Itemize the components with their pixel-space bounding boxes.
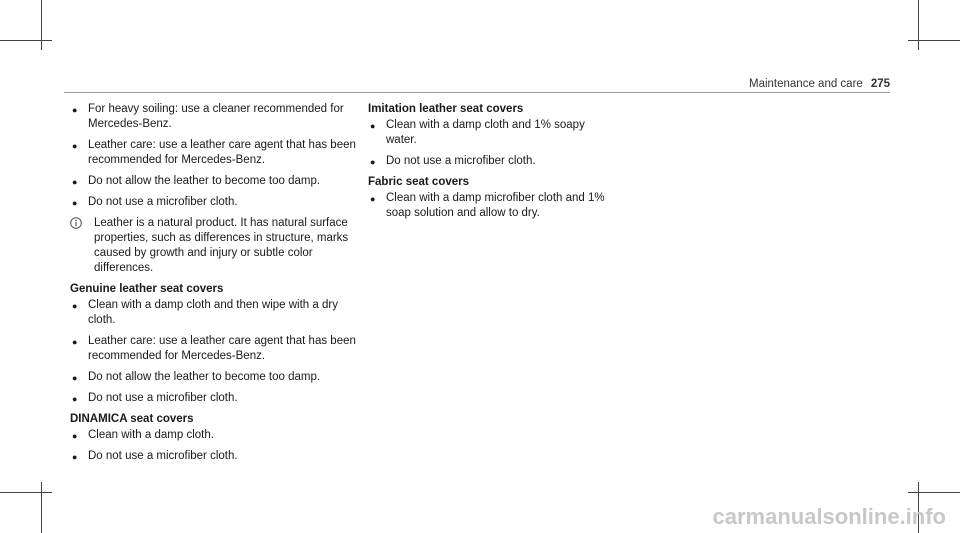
crop-mark	[0, 40, 52, 41]
heading-dinamica: DINAMICA seat covers	[70, 413, 194, 425]
list-item: ● Do not use a microfiber cloth.	[370, 155, 536, 167]
list-item: ● Do not allow the leather to become too damp.	[72, 175, 321, 187]
crop-mark	[0, 492, 52, 493]
heading-genuine-leather: Genuine leather seat covers	[70, 283, 224, 295]
bullet-icon: ●	[72, 373, 78, 383]
info-note	[70, 216, 360, 276]
header-rule	[64, 92, 890, 93]
crop-mark	[918, 0, 919, 50]
bullet-icon: ●	[370, 194, 376, 204]
list-item: ● Leather care: use a leather care agent that has been recommended for Mercedes-Benz.	[72, 139, 356, 166]
bullet-icon: ●	[72, 141, 78, 151]
bullet-icon: ●	[72, 431, 78, 441]
crop-mark	[41, 482, 42, 533]
bullet-icon: ●	[72, 452, 78, 462]
heading-imitation-leather: Imitation leather seat covers	[368, 103, 524, 115]
note-text: Leather is a natural product. It has natural surface properties, such as differences in structure, marks caused by growth and injury or subtle color differences.	[94, 217, 349, 274]
list-item: ● Do not use a microfiber cloth.	[72, 196, 238, 208]
info-icon	[70, 217, 82, 229]
bullet-icon: ●	[72, 105, 78, 115]
page-number: 275	[870, 78, 890, 90]
list-item: ● Clean with a damp cloth.	[72, 429, 214, 441]
list-item: ● Do not use a microfiber cloth.	[72, 392, 238, 404]
bullet-icon: ●	[72, 301, 78, 311]
list-item: ● Clean with a damp cloth and then wipe with a dry cloth.	[72, 299, 338, 326]
list-item: ● For heavy soiling: use a cleaner recommended for Mercedes-Benz.	[72, 103, 344, 130]
bullet-icon: ●	[370, 157, 376, 167]
list-item: ● Clean with a damp microfiber cloth and 1% soap solution and allow to dry.	[370, 192, 605, 219]
list-item: ● Do not allow the leather to become too damp.	[72, 371, 321, 383]
running-header	[749, 77, 890, 92]
bullet-icon: ●	[370, 121, 376, 131]
bullet-icon: ●	[72, 198, 78, 208]
bullet-icon: ●	[72, 177, 78, 187]
crop-mark	[41, 0, 42, 50]
crop-mark	[908, 40, 960, 41]
list-item: ● Clean with a damp cloth and 1% soapy water.	[370, 119, 585, 146]
watermark-text: carmanualsonline.info	[712, 504, 946, 529]
list-item: ● Leather care: use a leather care agent that has been recommended for Mercedes-Benz.	[72, 335, 356, 362]
bullet-icon: ●	[72, 394, 78, 404]
heading-fabric: Fabric seat covers	[368, 176, 470, 188]
right-column	[368, 102, 618, 227]
crop-mark	[908, 492, 960, 493]
list-item: ● Do not use a microfiber cloth.	[72, 450, 238, 462]
bullet-icon: ●	[72, 337, 78, 347]
section-title: Maintenance and care	[749, 78, 863, 90]
left-column	[70, 102, 360, 470]
